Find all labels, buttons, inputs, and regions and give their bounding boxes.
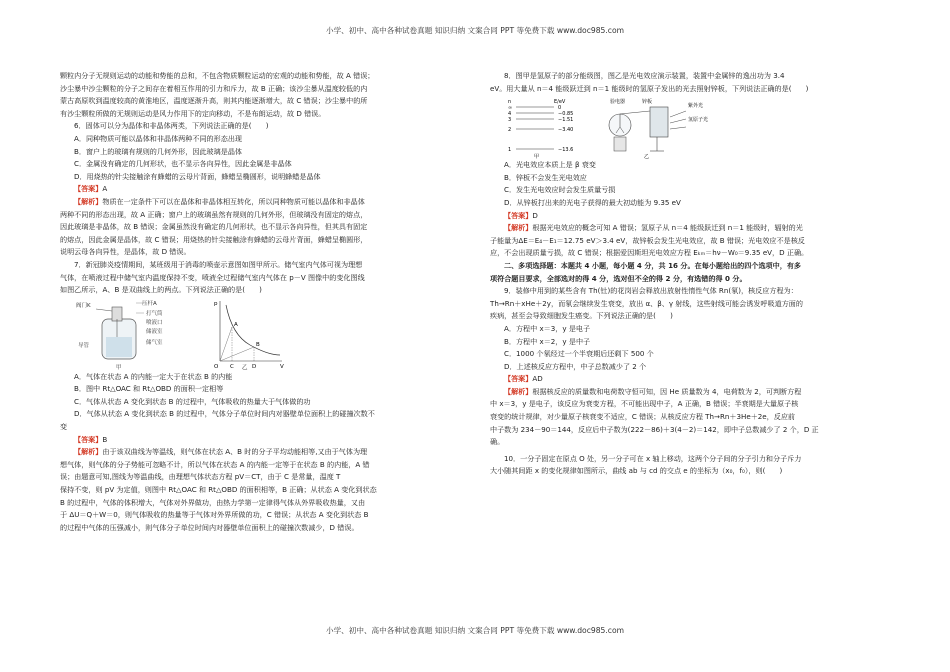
label-h-light: 氢原子光 bbox=[688, 117, 709, 124]
svg-text:∞: ∞ bbox=[508, 105, 513, 112]
point-b: B bbox=[256, 341, 260, 348]
text-line: 确。 bbox=[490, 437, 505, 447]
q7-figure bbox=[60, 297, 460, 371]
q9-analysis: 【解析】根据核反应的质量数和电荷数守恒可知，因 He 质量数为 4，电荷数为 2，可判断方程 中 x＝3，y 是电子，该反应为衰变方程，不可能出现中子，A 正确，B 错误；半衰期是大量原子核 衰变的统计规律，对少量原子核衰变不适应，C 错误；从核反应方程 Th→Rn＋3He＋2e，反应前 中子数为 234－90＝144，反应后中子数为(222－86)＋3(4－2)＝142，即中子总数减少了 2 个，D 正 确。 bbox=[490, 386, 890, 449]
label-uv: 紫外光 bbox=[688, 103, 704, 110]
svg-text:0: 0 bbox=[558, 105, 562, 112]
q8-stem: 8．图甲是氢原子的部分能级图，图乙是光电效应演示装置，装置中金属锌的逸出功为 3.4 eV。用大量从 n＝4 能级跃迁到 n＝1 能级时的氢原子发出的光去照射锌板，下列说法正确的是( ) bbox=[490, 71, 809, 93]
q7-stem: 7．新冠肺炎疫情期间，某班级用于消毒的喷壶示意图如图甲所示。储气室内气体可视为理想 气体，在喷液过程中储气室内温度保持不变，喷液全过程储气室内气体在 p－V 图像中的变化图线 如图乙所示，A、B 是双曲线上的两点。下列说法正确的是( ) bbox=[60, 259, 365, 295]
text-line: 中子数为 234－90＝144，反应后中子数为(222－86)＋3(4－2)＝142，即中子总数减少了 2 个，D 正 bbox=[490, 424, 819, 434]
q6-stem: 6．固体可以分为晶体和非晶体两类，下列说法正确的是( ) bbox=[74, 121, 269, 131]
q5-analysis-tail bbox=[60, 70, 460, 120]
q10-stem: 10．一分子固定在原点 O 处，另一分子可在 x 轴上移动，这两个分子间的分子引力和分子斥力 大小随其间距 x 的变化规律如图所示，曲线 ab 与 cd 的交点 e 的坐标为（x₀，f₀），则( ) bbox=[490, 453, 802, 476]
caption-b: 乙 bbox=[644, 154, 650, 160]
q7-answer: 【答案】B bbox=[74, 434, 108, 444]
page-header: 小学、初中、高中各种试卷真题 知识归纳 文案合同 PPT 等免费下载 www.doc985.com bbox=[325, 26, 624, 35]
q7-option-d-cont: 变 bbox=[60, 422, 68, 432]
point-c: C bbox=[230, 363, 234, 370]
label-zinc-plate: 锌板 bbox=[642, 99, 653, 106]
q8-option-d: D．从锌板打出来的光电子获得的最大初动能为 9.35 eV bbox=[504, 197, 681, 207]
q8-analysis: 【解析】根据光电效应的概念可知 A 错误；氢原子从 n＝4 能级跃迁到 n＝1 能级时，辐射的光 子能量为ΔE＝E₄－E₁＝12.75 eV＞3.4 eV，故锌板会发生光电效应，故 B 错误；光电效应不是核反 应，不会出现质量亏损，故 C 错误；根据爱因斯坦光电效应方程 Eₖₘ＝hν－W₀＝9.35 eV，D 正确。 bbox=[490, 222, 890, 260]
photoelectric-apparatus bbox=[600, 95, 710, 159]
analysis-tag: 【解析】 bbox=[74, 196, 103, 206]
text-line: 想气体，则气体的分子势能可忽略不计，所以气体在状态 A 的内能一定等于在状态 B 的内能，A 错 bbox=[60, 459, 370, 469]
label-liquid-chamber: 储液室 bbox=[146, 328, 163, 335]
text-line: B 的过程中，气体的体积增大，气体对外界做功，由热力学第一定律得气体从外界吸收热量，又由 bbox=[60, 497, 366, 507]
text-line: 的熔点，因此金属是晶体，故 C 错误；用烧热的针尖接触涂有蜂蜡的云母片背面，蜂蜡呈椭圆形， bbox=[60, 234, 368, 244]
page-footer: 小学、初中、高中各种试卷真题 知识归纳 文案合同 PPT 等免费下载 www.doc985.com bbox=[325, 626, 624, 635]
text-line: 两种不同的形态出现，故 A 正确；窗户上的玻璃虽然有规则的几何外形，但玻璃没有固定的熔点， bbox=[60, 209, 368, 219]
label-pump: 打气筒 bbox=[146, 310, 163, 317]
axis-v: V bbox=[280, 363, 284, 370]
answer-tag: 【答案】 bbox=[74, 184, 103, 194]
svg-text:−1.51: −1.51 bbox=[558, 117, 574, 124]
section-2-heading: 二、多项选择题：本题共 4 小题，每小题 4 分，共 16 分。在每小题给出的四个选项中，有多 项符合题目要求，全部选对的得 4 分，选对但不全的得 2 分，有选错的得 0 分。 bbox=[490, 260, 802, 283]
q7-option-b: B．图中 Rt△OAC 和 Rt△OBD 的面积一定相等 bbox=[74, 384, 224, 394]
text-line: 衰变的统计规律，对少量原子核衰变不适应，C 错误；从核反应方程 Th→Rn＋3He＋2e，反应前 bbox=[490, 412, 796, 422]
q7-option-d: D．气体从状态 A 变化到状态 B 的过程中，气体分子单位时间内对器壁单位面积上的碰撞次数不 bbox=[74, 409, 375, 419]
svg-text:1: 1 bbox=[508, 147, 512, 154]
text-line: 的过程中气体的压强减小，则气体分子单位时间内对器壁单位面积上的碰撞次数减少，D 错误。 bbox=[60, 522, 359, 532]
text-line: 子能量为ΔE＝E₄－E₁＝12.75 eV＞3.4 eV，故锌板会发生光电效应，故 B 错误；光电效应不是核反 bbox=[490, 235, 805, 245]
text-line: 中 x＝3，y 是电子，该反应为衰变方程，不可能出现中子，A 正确，B 错误；半衰期是大量原子核 bbox=[490, 399, 799, 409]
left-column bbox=[60, 70, 460, 534]
label-valve: 阀门K bbox=[76, 302, 91, 309]
text-line: 说明云母各向异性，是晶体，故 D 错误。 bbox=[60, 247, 191, 257]
right-column bbox=[490, 70, 890, 478]
sprayer-diagram bbox=[74, 297, 214, 371]
label-gas-chamber: 储气室 bbox=[146, 339, 163, 346]
q6-answer: 【答案】A bbox=[74, 184, 108, 194]
q9-stem: 9．装修中用到的某些含有 Th(钍)的花岗岩会释放出放射性惰性气体 Rn(氡)，核反应方程为： Th→Rn＋xHe＋2y，而氡会继续发生衰变，放出 α、β、γ 射线，这些射线可能会诱发呼吸道方面的 疾病，甚至会导致细胞发生癌变。下列说法正确的是( ) bbox=[490, 286, 803, 321]
q6-option-c: C．金属没有确定的几何形状，也不显示各向异性，因此金属是非晶体 bbox=[74, 159, 292, 169]
text-line: 误；由题意可知,图线为等温曲线，由理想气体状态方程 pV＝CT，由于 C 是常量，温度 T bbox=[60, 472, 341, 482]
caption-a: 甲 bbox=[534, 154, 540, 160]
text-line: 有沙尘颗粒所做的无规则运动是风力作用下的定向移动，不是布朗运动，故 D 错误。 bbox=[60, 108, 326, 118]
q6-analysis: 【解析】物质在一定条件下可以在晶体和非晶体相互转化，所以同种物质可能以晶体和非晶体 两种不同的形态出现，故 A 正确；窗户上的玻璃虽然有规则的几何外形，但玻璃没有固定的熔点， 因此玻璃是非晶体，故 B 错误；金属虽然没有确定的几何形状，也不显示各向异性，但其具有固定 的熔点，因此金属是晶体，故 C 错误；用烧热的针尖接触涂有蜂蜡的云母片背面，蜂蜡呈椭圆形， 说明云母各向异性，是晶体，故 D 错误。 bbox=[60, 196, 460, 259]
svg-text:4: 4 bbox=[508, 111, 512, 118]
svg-text:2: 2 bbox=[508, 127, 512, 134]
q9-answer: 【答案】AD bbox=[504, 374, 543, 384]
svg-text:−13.6: −13.6 bbox=[558, 147, 574, 154]
origin-o: O bbox=[214, 363, 219, 370]
axis-p: p bbox=[214, 300, 218, 307]
q6-option-a: A．同种物质可能以晶体和非晶体两种不同的形态出现 bbox=[74, 133, 243, 143]
label-nozzle: 喷液口 bbox=[146, 319, 163, 326]
q8-option-c: C．发生光电效应时会发生质量亏损 bbox=[504, 185, 616, 195]
n-label: n bbox=[508, 99, 512, 106]
text-line: 因此玻璃是非晶体，故 B 错误；金属虽然没有确定的几何形状，也不显示各向异性，但其具有固定 bbox=[60, 222, 368, 232]
text-line: 颗粒内分子无规则运动的动能和势能的总和，不包含物质颗粒运动的宏观的动能和势能，故 A 错误； bbox=[60, 71, 375, 80]
q7-option-a: A．气体在状态 A 的内能一定大于在状态 B 的内能 bbox=[74, 371, 233, 381]
q7-option-c: C．气体从状态 A 变化到状态 B 的过程中，气体吸收的热量大于气体做的功 bbox=[74, 396, 311, 406]
caption-b: 乙 bbox=[242, 364, 248, 371]
q8-figure bbox=[490, 95, 890, 159]
svg-text:3: 3 bbox=[508, 117, 512, 124]
q8-answer: 【答案】D bbox=[504, 210, 538, 220]
label-lever: 压杆A bbox=[142, 300, 157, 307]
label-electroscope: 验电器 bbox=[610, 99, 626, 106]
pv-graph bbox=[210, 297, 290, 371]
q9-option-b: B．方程中 x＝2，y 是中子 bbox=[504, 336, 591, 346]
e-label: E/eV bbox=[554, 99, 566, 106]
q9-option-c: C．1000 个氡经过一个半衰期后还剩下 500 个 bbox=[504, 349, 654, 359]
q6-option-b: B．窗户上的玻璃有规则的几何外形，因此玻璃是晶体 bbox=[74, 146, 243, 156]
q7-analysis: 【解析】由于该双曲线为等温线，则气体在状态 A、B 时的分子平均动能相等,又由于气体为理 想气体，则气体的分子势能可忽略不计，所以气体在状态 A 的内能一定等于在状态 B 的内能，A 错 误；由题意可知,图线为等温曲线，由理想气体状态方程 pV＝CT，由于 C 是常量，温度 T 保持不变，则 pV 为定值，则图中 Rt△OAC 和 Rt△OBD 的面积相等，B 正确；从状态 A 变化到状态 B 的过程中，气体的体积增大，气体对外界做功，由热力学第一定律得气体从外界吸收热量，又由 于 ΔU＝Q＋W＝0，则气体吸收的热量等于气体对外界所做的功，C 错误；从状态 A 变化到状态 B 的过程中气体的压强减小，则气体分子单位时间内对器壁单位面积上的碰撞次数减少，D 错误。 bbox=[60, 446, 460, 534]
q6-option-d: D．用烧热的针尖接触涂有蜂蜡的云母片背面，蜂蜡呈椭圆形，说明蜂蜡是晶体 bbox=[74, 171, 321, 181]
caption-a: 甲 bbox=[116, 364, 122, 371]
text-line: 于 ΔU＝Q＋W＝0，则气体吸收的热量等于气体对外界所做的功，C 错误；从状态 A 变化到状态 B bbox=[60, 510, 369, 520]
label-tube: 导管 bbox=[78, 342, 90, 349]
q9-option-d: D．上述核反应方程中，中子总数减少了 2 个 bbox=[504, 361, 647, 371]
q8-option-a: A．光电效应本质上是 β 衰变 bbox=[504, 160, 596, 170]
q9-option-a: A．方程中 x＝3，y 是电子 bbox=[504, 323, 591, 333]
svg-text:−3.40: −3.40 bbox=[558, 127, 574, 134]
text-line: 沙尘暴中沙尘颗粒的分子之间存在着相互作用的引力和斥力，故 B 正确；该沙尘暴从温度较低的内 bbox=[60, 83, 368, 93]
energy-level-diagram bbox=[504, 95, 594, 159]
svg-text:−0.85: −0.85 bbox=[558, 111, 574, 118]
text-line: 蒙古高原吹到温度较高的黄淮地区，温度逐渐升高，则其内能逐渐增大，故 C 错误；沙尘暴中的所 bbox=[60, 96, 368, 106]
text-line: 保持不变，则 pV 为定值，则图中 Rt△OAC 和 Rt△OBD 的面积相等，B 正确；从状态 A 变化到状态 bbox=[60, 485, 377, 495]
point-d: D bbox=[252, 363, 257, 370]
point-a: A bbox=[234, 321, 238, 328]
text-line: 应，不会出现质量亏损，故 C 错误；根据爱因斯坦光电效应方程 Eₖₘ＝hν－W₀＝9.35 eV，D 正确。 bbox=[490, 248, 809, 258]
q8-option-b: B．锌板不会发生光电效应 bbox=[504, 172, 587, 182]
